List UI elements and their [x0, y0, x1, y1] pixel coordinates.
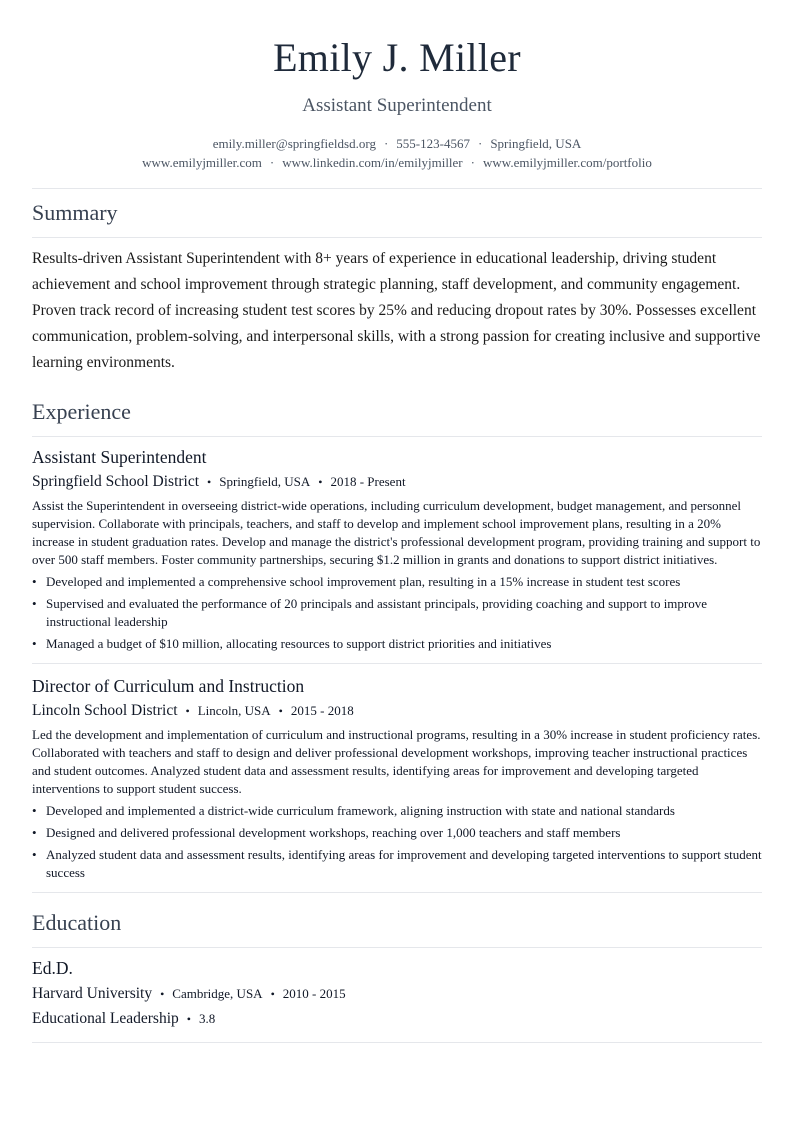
- job-description: Led the development and implementation of curriculum and instructional programs, resulting in a 30% increase in student proficiency rates. Collaborated with teachers and staff to design and deliver professional development workshops, improving teacher instructional practices and student outcomes. Analyzed student data and assessment results, identifying areas for improvement and developing targeted interventions to support student success.: [32, 727, 761, 796]
- job-location: Springfield, USA: [219, 474, 311, 489]
- meta-separator: •: [270, 987, 275, 1001]
- job-title: Assistant Superintendent: [32, 447, 207, 467]
- meta-separator: •: [160, 987, 165, 1001]
- email-link[interactable]: emily.miller@springfieldsd.org: [212, 136, 376, 151]
- education-gpa: 3.8: [198, 1011, 216, 1026]
- education-school-line: [32, 983, 762, 1005]
- job-divider: [32, 663, 762, 664]
- education-dates: 2010 - 2015: [282, 986, 346, 1001]
- job-bullets: [32, 802, 762, 882]
- job-bullet: • Managed a budget of $10 million, allocating resources to support district priorities and initiatives: [32, 635, 762, 653]
- job-dates: 2015 - 2018: [290, 703, 354, 718]
- education-location: Cambridge, USA: [172, 986, 263, 1001]
- job-organization: Lincoln School District: [32, 702, 178, 719]
- job-location: Lincoln, USA: [197, 703, 271, 718]
- job-bullet: • Designed and delivered professional development workshops, reaching over 1,000 teachers and staff members: [32, 824, 762, 842]
- section-divider: [32, 237, 762, 238]
- contact-separator: ·: [477, 136, 483, 151]
- job-description: Assist the Superintendent in overseeing district-wide operations, including curriculum development, budget management, and personnel supervision. Collaborate with principals, teachers, and staff to develop and implement school improvement plans, resulting in a 20% increase in student graduation rates. Develop and manage the district's professional development program, providing training and support to over 500 staff members. Foster community partnerships, securing $1.2 million in grants and donations to support district initiatives.: [32, 498, 761, 567]
- location: Springfield, USA: [490, 136, 582, 151]
- experience-heading: Experience: [32, 399, 131, 424]
- section-divider: [32, 436, 762, 437]
- job-dates: 2018 - Present: [330, 474, 406, 489]
- education-divider: [32, 1042, 762, 1043]
- header-divider: [32, 188, 762, 189]
- meta-separator: •: [318, 475, 323, 489]
- job-divider: [32, 892, 762, 893]
- phone: 555-123-4567: [396, 136, 470, 151]
- job-title: Director of Curriculum and Instruction: [32, 676, 305, 696]
- contact-line-2: [32, 153, 762, 172]
- candidate-name: Emily J. Miller: [273, 35, 521, 80]
- contact-separator: ·: [269, 155, 275, 170]
- job-meta: [32, 471, 762, 493]
- candidate-title: Assistant Superintendent: [302, 95, 492, 116]
- linkedin-link[interactable]: www.linkedin.com/in/emilyjmiller: [282, 155, 463, 170]
- website-link[interactable]: www.emilyjmiller.com: [142, 155, 262, 170]
- job-bullet: • Analyzed student data and assessment results, identifying areas for improvement and developing targeted interventions to support student success: [32, 846, 762, 882]
- job-entry: [32, 674, 762, 882]
- contact-line-1: [32, 134, 762, 153]
- job-bullet: • Developed and implemented a district-wide curriculum framework, aligning instruction with state and national standards: [32, 802, 762, 820]
- resume-header: [32, 0, 762, 172]
- portfolio-link[interactable]: www.emilyjmiller.com/portfolio: [483, 155, 652, 170]
- education-school: Harvard University: [32, 985, 153, 1002]
- job-entry: [32, 445, 762, 653]
- education-field: Educational Leadership: [32, 1010, 179, 1027]
- job-bullet: • Developed and implemented a comprehensive school improvement plan, resulting in a 15% increase in student test scores: [32, 573, 762, 591]
- section-divider: [32, 947, 762, 948]
- job-organization: Springfield School District: [32, 473, 200, 490]
- education-heading: Education: [32, 910, 122, 935]
- job-bullets: [32, 573, 762, 653]
- meta-separator: •: [207, 475, 212, 489]
- summary-heading: Summary: [32, 200, 118, 225]
- meta-separator: •: [186, 1012, 191, 1026]
- contact-separator: ·: [383, 136, 389, 151]
- education-field-line: [32, 1008, 762, 1030]
- job-meta: [32, 700, 762, 722]
- job-bullet: • Supervised and evaluated the performance of 20 principals and assistant principals, providing coaching and support to improve instructional leadership: [32, 595, 762, 631]
- education-degree: Ed.D.: [32, 958, 73, 978]
- meta-separator: •: [185, 704, 190, 718]
- meta-separator: •: [278, 704, 283, 718]
- contact-separator: ·: [470, 155, 475, 170]
- summary-text: Results-driven Assistant Superintendent with 8+ years of experience in educational leadership, driving student achievement and school improvement through strategic planning, staff development, and community engagement. Proven track record of increasing student test scores by 25% and reducing dropout rates by 30%. Possesses excellent communication, problem-solving, and interpersonal skills, with a strong passion for creating inclusive and supportive learning environments.: [32, 250, 761, 371]
